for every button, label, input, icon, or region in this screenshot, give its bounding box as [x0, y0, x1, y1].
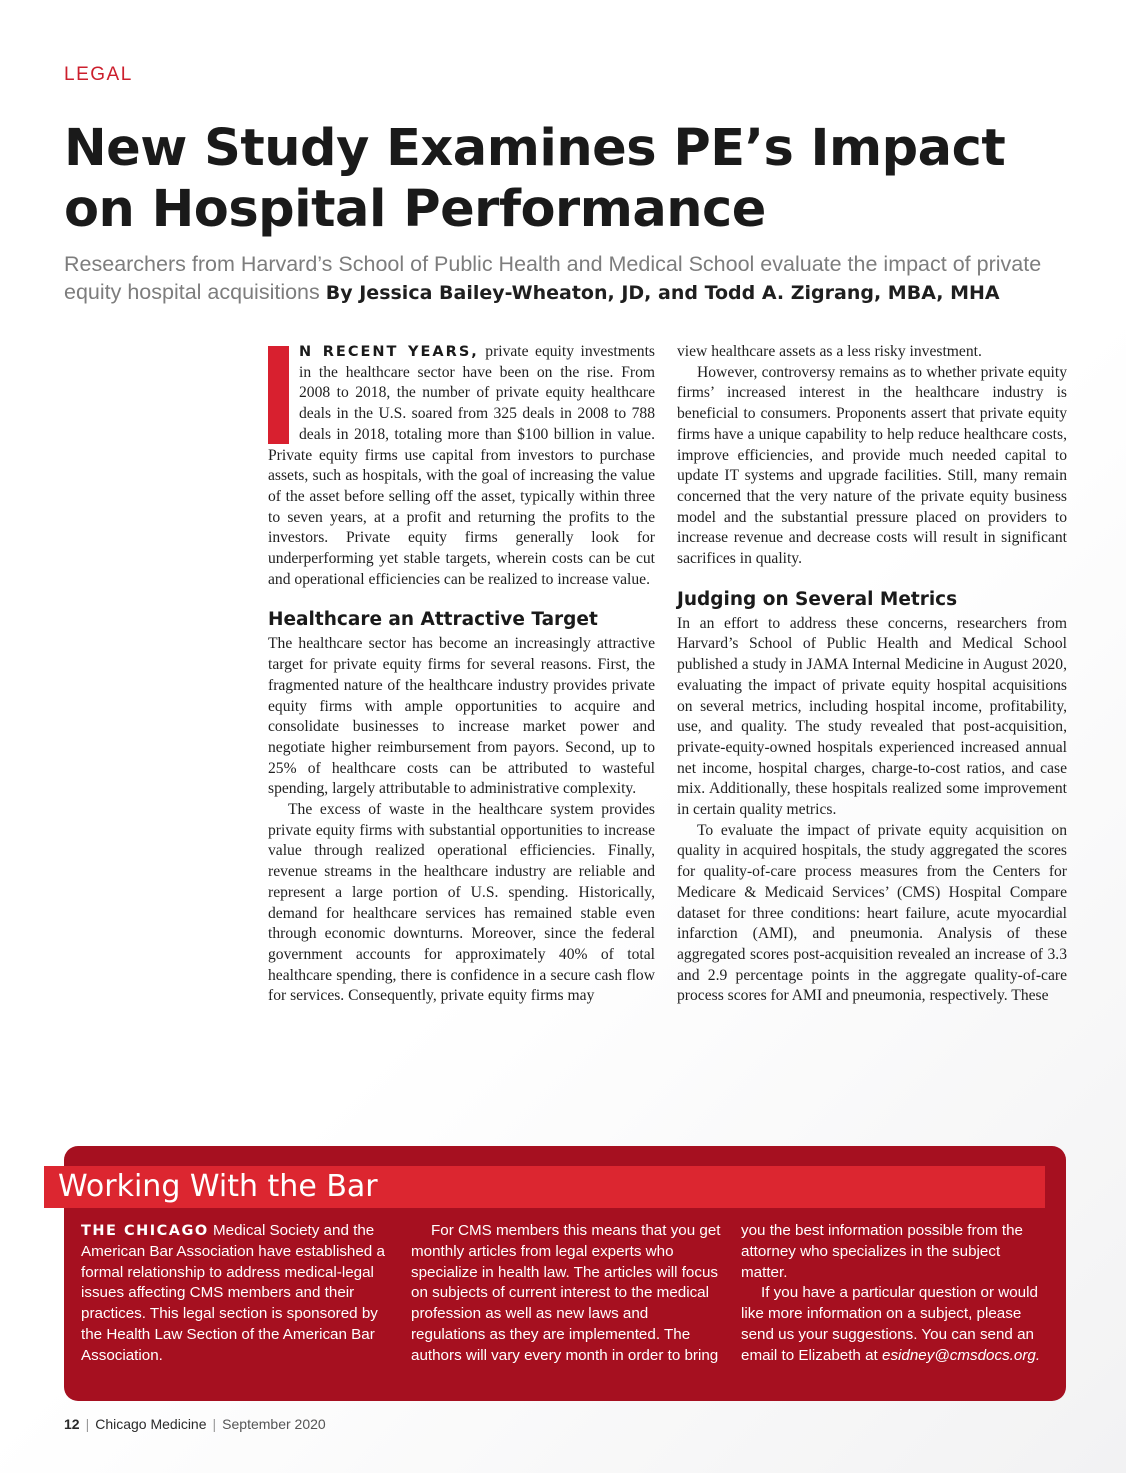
article-paragraph: [268, 342, 655, 590]
box-column-1: [81, 1221, 391, 1367]
drop-cap-bar: [268, 346, 289, 444]
dek-text: Researchers from Harvard’s School of Public Health and Medical School evaluate the impact of private equity hospital acquisitions: [64, 252, 1042, 304]
headline: New Study Examines PE’s Impact on Hospital Performance: [64, 119, 1006, 239]
lead-in: N RECENT YEARS,: [299, 344, 479, 360]
box-paragraph: you the best information possible from the attorney who specializes in the subject matter.: [741, 1222, 1023, 1281]
box-title: Working With the Bar: [58, 1169, 378, 1204]
box-paragraph: [741, 1283, 1046, 1366]
box-paragraph: [81, 1221, 391, 1367]
publication-name: Chicago Medicine: [95, 1416, 207, 1432]
email-link[interactable]: esidney@cmsdocs.org.: [882, 1346, 1041, 1364]
footer-separator: |: [212, 1416, 217, 1432]
article-paragraph: In an effort to address these concerns, researchers from Harvard’s School of Public Health and Medical School published a study in JAMA Internal Medicine in August 2020, evaluating the impact of private equity hospital acquisitions on several metrics, including hospital income, profitability, use, and quality. The study revealed that post-acquisition, private-equity-owned hospitals experienced increased annual net income, hospital charges, charge-to-cost ratios, and case mix. Additionally, these hospitals realized some improvement in certain quality metrics.: [677, 614, 1067, 819]
footer-separator: |: [85, 1416, 90, 1432]
box-text: Medical Society and the American Bar Association have established a formal relationship to address medical-legal issues affecting CMS members and their practices. This legal section is sponsored by the Health Law Section of the American Bar Association.: [81, 1222, 385, 1364]
subhead-judging-several-metrics: Judging on Several Metrics: [677, 588, 958, 610]
article-paragraph: However, controversy remains as to whether private equity firms’ increased interest in the healthcare industry is beneficial to consumers. Proponents assert that private equity firms have a unique capability to help reduce healthcare costs, improve efficiencies, and provide much needed capital to update IT systems and upgrade facilities. Still, many remain concerned that the very nature of the private equity business model and the substantial pressure placed on providers to increase revenue and decrease costs will result in significant sacrifices in quality.: [677, 363, 1067, 568]
article-paragraph: The healthcare sector has become an increasingly attractive target for private equity firms for several reasons. First, the fragmented nature of the healthcare industry provides private equity firms with ample opportunities to acquire and consolidate businesses to increase market power and negotiate higher reimbursement from payors. Second, up to 25% of healthcare costs can be attributed to wasteful spending, largely attributable to administrative complexity.: [268, 635, 655, 798]
article-paragraph: view healthcare assets as a less risky investment.: [677, 343, 982, 360]
box-lead-in: THE CHICAGO: [81, 1223, 209, 1239]
article-column-2: [677, 342, 1067, 1007]
dek: [64, 250, 1074, 307]
paragraph-text: private equity investments in the healthcare sector have been on the rise. From 2008 to 2018, the number of private equity healthcare deals in the U.S. soared from 325 deals in 2008 to 788 deals in 2018, totaling more than $100 billion in value. Private equity firms use capital from investors to purchase assets, such as hospitals, with the goal of increasing the value of the asset before selling off the asset, typically within three to seven years, at a profit and returning the profits to the investors. Private equity firms generally look for underperforming yet stable targets, wherein costs can be cut and operational efficiencies can be realized to increase value.: [268, 343, 655, 588]
section-label: LEGAL: [64, 64, 133, 85]
box-text: If you have a particular question or would like more information on a subject, please send us your suggestions. You can send an email to Elizabeth at: [741, 1284, 1038, 1364]
box-column-3: [741, 1221, 1046, 1367]
page-number: 12: [64, 1416, 80, 1432]
box-paragraph: For CMS members this means that you get monthly articles from legal experts who specialize in health law. The articles will focus on subjects of current interest to the medical profession as well as new laws and regulations as they are implemented. The authors will vary every month in order to bring: [411, 1222, 721, 1364]
issue-date: September 2020: [222, 1416, 326, 1432]
byline: By Jessica Bailey-Wheaton, JD, and Todd A. Zigrang, MBA, MHA: [325, 282, 1000, 304]
article-paragraph: The excess of waste in the healthcare system provides private equity firms with substantial opportunities to increase value through realized operational efficiencies. Finally, revenue streams in the healthcare industry are reliable and represent a large portion of U.S. spending. Historically, demand for healthcare services has remained stable even through economic downturns. Moreover, since the federal government accounts for approximately 40% of total healthcare spending, there is confidence in a secure cash flow for services. Consequently, private equity firms may: [268, 801, 655, 1005]
page-footer: [64, 1416, 326, 1432]
box-column-2: [411, 1221, 723, 1367]
subhead-healthcare-attractive-target: Healthcare an Attractive Target: [268, 609, 598, 631]
article-column-1: [268, 342, 655, 1007]
article-paragraph: To evaluate the impact of private equity acquisition on quality in acquired hospitals, the study aggregated the scores for quality-of-care process measures from the Centers for Medicare & Medicaid Services’ (CMS) Hospital Compare dataset for three conditions: heart failure, acute myocardial infarction (AMI), and pneumonia. Analysis of these aggregated scores post-acquisition revealed an increase of 3.3 and 2.9 percentage points in the aggregate quality-of-care process scores for AMI and pneumonia, respectively. These: [677, 821, 1067, 1005]
